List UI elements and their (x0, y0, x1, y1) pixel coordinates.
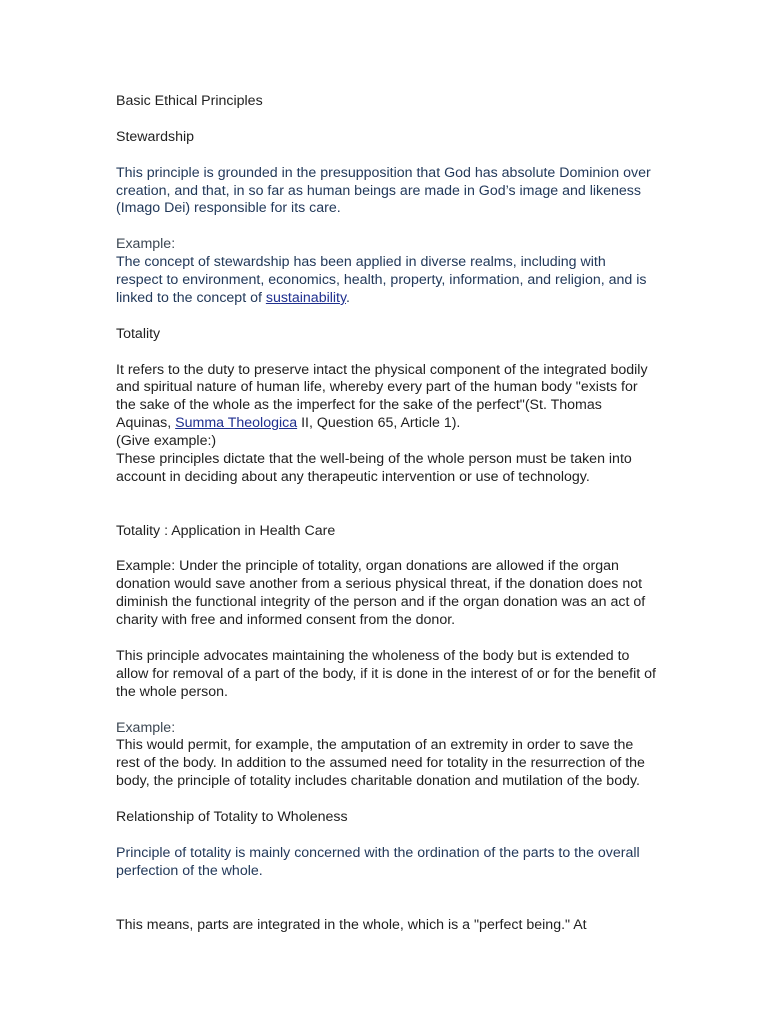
give-example-note: (Give example:) (116, 433, 217, 450)
stewardship-example-after: . (346, 289, 350, 306)
sustainability-link[interactable]: sustainability (265, 289, 347, 306)
totality-text-after: II, Question 65, Article 1). (297, 415, 461, 432)
stewardship-definition: This principle is grounded in the presupposition that God has absolute Dominion over creation, and that, in so far as human beings are made in God’s image and likeness (Imago Dei) responsible for its care. (116, 164, 651, 217)
summa-theologica-link[interactable]: Summa Theologica (175, 415, 298, 432)
totality-text-before: It refers to the duty to preserve intact the physical component of the integrated bodily and spiritual nature of human life, whereby every part of the human body "exists for the sake of the whole as the imperfect for the sake of the perfect"(St. Thomas Aquinas, (116, 361, 648, 432)
application-example-label: Example: (116, 719, 176, 736)
parts-integrated-paragraph: This means, parts are integrated in the whole, which is a "perfect being." At (116, 916, 587, 933)
advocates-paragraph: This principle advocates maintaining the wholeness of the body but is extended to allow for removal of a part of the body, if it is done in the interest of or for the benefit of the whole person. (116, 647, 656, 700)
stewardship-example-label: Example: (116, 236, 176, 253)
totality-paragraph (116, 362, 656, 434)
stewardship-example-text (116, 254, 656, 308)
application-example-paragraph: Example: Under the principle of totality, organ donations are allowed if the organ donation would save another from a serious physical threat, if the donation does not diminish the functional integrity of the person and if the organ donation was an act of charity with free and informed consent from the donor. (116, 558, 646, 629)
heading-application: Totality : Application in Health Care (116, 522, 336, 539)
document-body (116, 93, 656, 934)
stewardship-example-before: The concept of stewardship has been applied in diverse realms, including with respect to environment, economics, health, property, information, and religion, and is linked to the concept of (116, 254, 647, 306)
heading-stewardship: Stewardship (116, 128, 195, 145)
document-title: Basic Ethical Principles (116, 93, 263, 109)
heading-relationship: Relationship of Totality to Wholeness (116, 809, 348, 826)
amputation-example-paragraph: This would permit, for example, the amputation of an extremity in order to save the rest of the body. In addition to the assumed need for totality in the resurrection of the body, the principle of totality includes charitable donation and mutilation of the body. (116, 737, 645, 790)
heading-totality: Totality (116, 325, 161, 342)
totality-wellbeing-paragraph: These principles dictate that the well-being of the whole person must be taken into account in deciding about any therapeutic intervention or use of technology. (116, 451, 632, 485)
relationship-paragraph: Principle of totality is mainly concerned with the ordination of the parts to the overall perfection of the whole. (116, 844, 640, 879)
